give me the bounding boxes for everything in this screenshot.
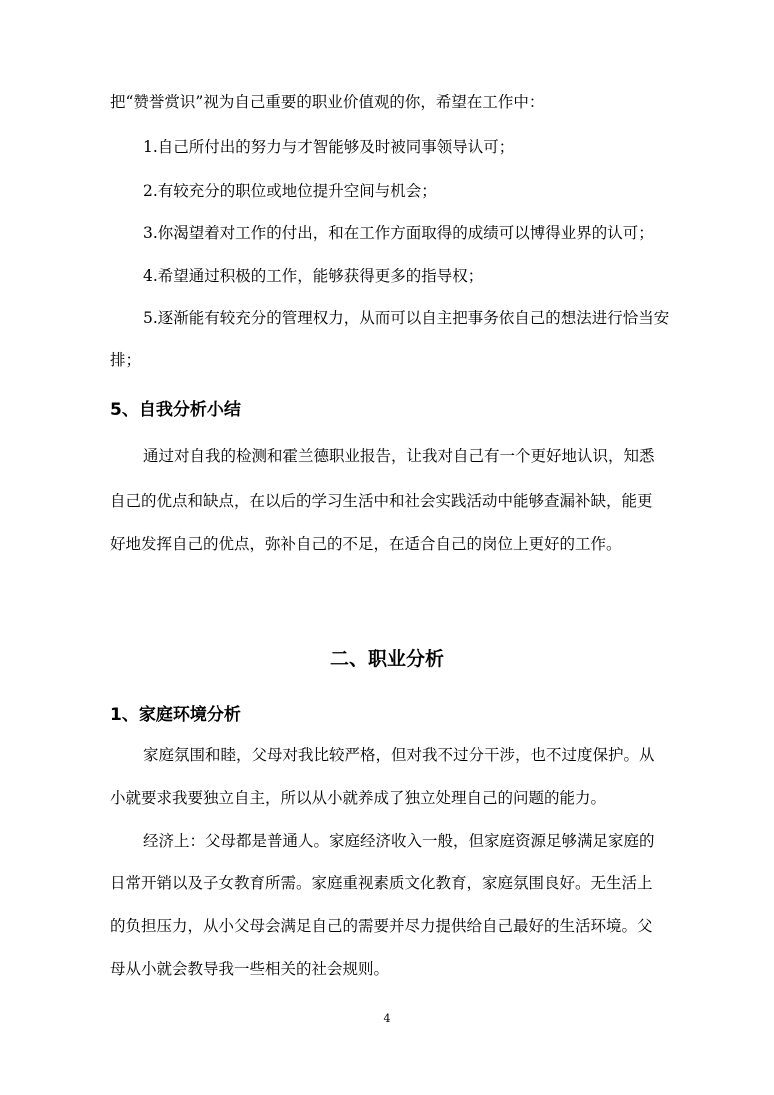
family-para2-line-3: 的负担压力，从小父母会满足自己的需要并尽力提供给自己最好的生活环境。父 (110, 917, 653, 935)
values-intro-line: 把“赞誉赏识”视为自己重要的职业价值观的你，希望在工作中： (110, 93, 545, 111)
summary-line-1: 通过对自我的检测和霍兰德职业报告，让我对自己有一个更好地认识，知悉 (143, 447, 655, 465)
values-list-item-1: 1.自己所付出的努力与才智能够及时被同事领导认可； (143, 138, 515, 156)
family-para1-line-2: 小就要求我要独立自主，所以从小就养成了独立处理自己的问题的能力。 (110, 789, 607, 807)
family-para2-line-4: 母从小就会教导我一些相关的社会规则。 (110, 960, 390, 978)
values-list-item-3: 3.你渴望着对工作的付出，和在工作方面取得的成绩可以博得业界的认可； (143, 224, 654, 242)
summary-line-3: 好地发挥自己的优点，弥补自己的不足，在适合自己的岗位上更好的工作。 (110, 535, 622, 553)
values-list-item-5-continuation: 排； (110, 351, 142, 369)
family-heading: 1、家庭环境分析 (110, 705, 241, 725)
values-list-item-5: 5.逐渐能有较充分的管理权力，从而可以自主把事务依自己的想法进行恰当安 (143, 309, 670, 327)
values-list-item-2: 2.有较充分的职位或地位提升空间与机会； (143, 182, 437, 200)
family-para2-line-1: 经济上：父母都是普通人。家庭经济收入一般，但家庭资源足够满足家庭的 (143, 832, 655, 850)
page-number: 4 (383, 1012, 391, 1025)
values-list-item-4: 4.希望通过积极的工作，能够获得更多的指导权； (143, 267, 484, 285)
chapter-title: 二、职业分析 (329, 648, 444, 670)
family-para1-line-1: 家庭氛围和睦，父母对我比较严格，但对我不过分干涉，也不过度保护。从 (143, 746, 655, 764)
summary-heading: 5、自我分析小结 (110, 400, 241, 420)
family-para2-line-2: 日常开销以及子女教育所需。家庭重视素质文化教育，家庭氛围良好。无生活上 (110, 874, 653, 892)
summary-line-2: 自己的优点和缺点，在以后的学习生活中和社会实践活动中能够查漏补缺，能更 (110, 492, 653, 510)
